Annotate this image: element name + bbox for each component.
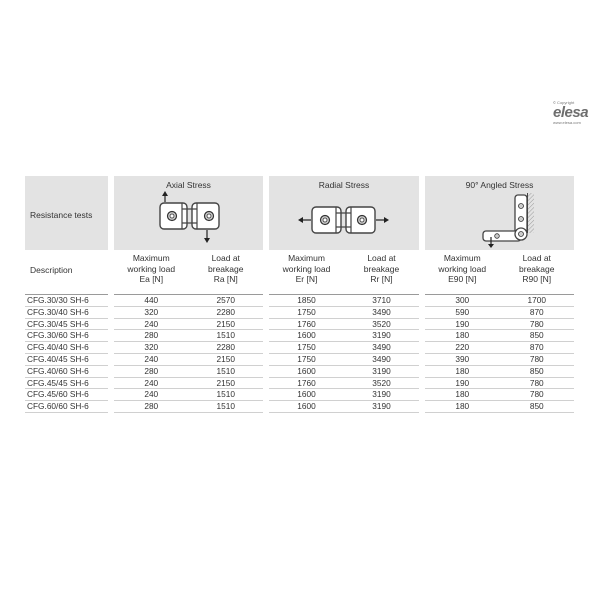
logo-site: www.elesa.com bbox=[553, 120, 581, 125]
ea-value: 320 bbox=[144, 342, 159, 353]
ea-value: 280 bbox=[144, 401, 159, 412]
article-code: CFG.40/45 SH-6 bbox=[27, 353, 89, 364]
table-row bbox=[114, 342, 263, 354]
ra-value: 2280 bbox=[216, 306, 235, 317]
elesa-logo bbox=[553, 100, 598, 125]
angled-stress-group bbox=[425, 176, 574, 413]
radial-stress-icon bbox=[269, 176, 419, 250]
article-code: CFG.60/60 SH-6 bbox=[27, 401, 89, 412]
er-value: 1760 bbox=[297, 377, 316, 388]
table-row bbox=[114, 366, 263, 378]
r90-value: 850 bbox=[529, 330, 544, 341]
angled-stress-title: 90° Angled Stress bbox=[465, 180, 534, 190]
table-row bbox=[25, 319, 108, 331]
rr-value: 3190 bbox=[372, 365, 391, 376]
max-working-load-e90-header bbox=[425, 250, 500, 294]
rr-value: 3710 bbox=[372, 295, 391, 305]
article-code: CFG.45/60 SH-6 bbox=[27, 389, 89, 400]
rr-value: 3490 bbox=[372, 306, 391, 317]
table-row bbox=[25, 330, 108, 342]
rr-value: 3520 bbox=[372, 318, 391, 329]
rr-value: 3490 bbox=[372, 342, 391, 353]
er-value: 1850 bbox=[297, 295, 316, 305]
table-row bbox=[269, 330, 419, 342]
e90-value: 590 bbox=[455, 306, 470, 317]
radial-stress-header bbox=[269, 176, 419, 250]
r90-value: 780 bbox=[529, 353, 544, 364]
header-line: working load bbox=[282, 263, 331, 274]
article-code: CFG.45/45 SH-6 bbox=[27, 377, 89, 388]
table-row bbox=[25, 366, 108, 378]
ea-value: 280 bbox=[144, 330, 159, 341]
table-row bbox=[269, 389, 419, 401]
table-row bbox=[25, 401, 108, 413]
ea-value: 240 bbox=[144, 318, 159, 329]
rr-value: 3520 bbox=[372, 377, 391, 388]
axial-subheader bbox=[114, 250, 263, 294]
axial-stress-title: Axial Stress bbox=[166, 180, 211, 190]
ea-value: 240 bbox=[144, 377, 159, 388]
table-row bbox=[114, 295, 263, 307]
logo-brand: elesa bbox=[553, 104, 589, 121]
description-header bbox=[25, 176, 108, 250]
angled-rows bbox=[425, 294, 574, 413]
er-value: 1760 bbox=[297, 318, 316, 329]
table-row bbox=[25, 378, 108, 390]
header-line: Rr [N] bbox=[370, 274, 393, 284]
radial-rows bbox=[269, 294, 419, 413]
r90-value: 1700 bbox=[527, 295, 546, 305]
e90-value: 180 bbox=[455, 389, 470, 400]
table-row bbox=[114, 330, 263, 342]
er-value: 1600 bbox=[297, 389, 316, 400]
e90-value: 180 bbox=[455, 365, 470, 376]
logo-copyright: © Copyright bbox=[553, 100, 575, 105]
e90-value: 300 bbox=[455, 295, 470, 305]
er-value: 1750 bbox=[297, 342, 316, 353]
header-line: Maximum bbox=[288, 253, 325, 263]
axial-stress-header bbox=[114, 176, 263, 250]
table-row bbox=[269, 295, 419, 307]
article-code: CFG.40/60 SH-6 bbox=[27, 365, 89, 376]
table-row bbox=[114, 389, 263, 401]
table-row bbox=[114, 354, 263, 366]
header-line: Er [N] bbox=[295, 274, 318, 284]
header-line: working load bbox=[127, 263, 176, 274]
ra-value: 1510 bbox=[216, 330, 235, 341]
axial-stress-group bbox=[114, 176, 263, 413]
e90-value: 390 bbox=[455, 353, 470, 364]
header-line: E90 [N] bbox=[448, 274, 477, 284]
header-line: Maximum bbox=[132, 253, 170, 263]
ea-value: 280 bbox=[144, 365, 159, 376]
header-line: Load at bbox=[522, 253, 551, 263]
header-line: R90 [N] bbox=[522, 274, 552, 284]
header-line: Maximum bbox=[443, 253, 481, 263]
axial-stress-icon bbox=[114, 176, 263, 250]
ra-value: 2570 bbox=[216, 295, 235, 305]
ra-value: 1510 bbox=[216, 365, 235, 376]
rr-value: 3190 bbox=[372, 389, 391, 400]
load-at-breakage-rr-header bbox=[344, 250, 419, 294]
table-row bbox=[269, 354, 419, 366]
er-value: 1600 bbox=[297, 401, 316, 412]
table-row bbox=[25, 389, 108, 401]
header-line: breakage bbox=[519, 263, 555, 274]
table-row bbox=[25, 342, 108, 354]
article-code: CFG.30/60 SH-6 bbox=[27, 330, 89, 341]
article-code: CFG.30/45 SH-6 bbox=[27, 318, 89, 329]
table-row bbox=[25, 295, 108, 307]
r90-value: 870 bbox=[529, 306, 544, 317]
ra-value: 1510 bbox=[216, 389, 235, 400]
header-line: Load at bbox=[367, 253, 396, 263]
table-row bbox=[114, 401, 263, 413]
r90-value: 870 bbox=[529, 342, 544, 353]
axial-rows bbox=[114, 294, 263, 413]
er-value: 1750 bbox=[297, 353, 316, 364]
table-row bbox=[425, 378, 574, 390]
table-row bbox=[25, 354, 108, 366]
angled-stress-icon bbox=[425, 176, 574, 250]
header-line: Ea [N] bbox=[139, 274, 164, 284]
angled-subheader bbox=[425, 250, 574, 294]
ea-value: 240 bbox=[144, 353, 159, 364]
table-row bbox=[425, 319, 574, 331]
e90-value: 220 bbox=[455, 342, 470, 353]
table-row bbox=[425, 342, 574, 354]
radial-stress-group bbox=[269, 176, 419, 413]
table-row bbox=[269, 366, 419, 378]
max-working-load-er-header bbox=[269, 250, 344, 294]
header-line: Load at bbox=[211, 253, 240, 263]
e90-value: 180 bbox=[455, 330, 470, 341]
article-code: CFG.40/40 SH-6 bbox=[27, 342, 89, 353]
table-row bbox=[269, 342, 419, 354]
rr-value: 3490 bbox=[372, 353, 391, 364]
table-row bbox=[269, 307, 419, 319]
e90-value: 190 bbox=[455, 318, 470, 329]
r90-value: 780 bbox=[529, 318, 544, 329]
er-value: 1600 bbox=[297, 365, 316, 376]
article-code: CFG.30/40 SH-6 bbox=[27, 306, 89, 317]
ra-value: 1510 bbox=[216, 401, 235, 412]
description-label: Description bbox=[30, 265, 73, 275]
angled-stress-header bbox=[425, 176, 574, 250]
table-row bbox=[425, 389, 574, 401]
table-row bbox=[425, 295, 574, 307]
rr-value: 3190 bbox=[372, 401, 391, 412]
ea-value: 320 bbox=[144, 306, 159, 317]
description-column bbox=[25, 176, 108, 413]
description-subheader bbox=[25, 250, 108, 294]
max-working-load-ea-header bbox=[114, 250, 189, 294]
ra-value: 2150 bbox=[216, 353, 235, 364]
table-row bbox=[269, 401, 419, 413]
ra-value: 2150 bbox=[216, 377, 235, 388]
e90-value: 190 bbox=[455, 377, 470, 388]
er-value: 1750 bbox=[297, 306, 316, 317]
table-row bbox=[114, 307, 263, 319]
ra-value: 2280 bbox=[216, 342, 235, 353]
header-line: breakage bbox=[363, 263, 400, 274]
table-row bbox=[425, 366, 574, 378]
r90-value: 850 bbox=[529, 365, 544, 376]
table-row bbox=[114, 378, 263, 390]
description-rows bbox=[25, 294, 108, 413]
e90-value: 180 bbox=[455, 401, 470, 412]
header-line: breakage bbox=[208, 263, 244, 274]
table-row bbox=[269, 378, 419, 390]
r90-value: 780 bbox=[529, 389, 544, 400]
table-row bbox=[425, 307, 574, 319]
radial-subheader bbox=[269, 250, 419, 294]
rr-value: 3190 bbox=[372, 330, 391, 341]
header-line: working load bbox=[438, 263, 487, 274]
radial-stress-title: Radial Stress bbox=[318, 180, 370, 190]
r90-value: 850 bbox=[529, 401, 544, 412]
article-code: CFG.30/30 SH-6 bbox=[27, 295, 89, 305]
load-at-breakage-r90-header bbox=[500, 250, 575, 294]
table-row bbox=[269, 319, 419, 331]
table-row bbox=[425, 354, 574, 366]
ea-value: 240 bbox=[144, 389, 159, 400]
resistance-tests-label: Resistance tests bbox=[30, 210, 93, 220]
load-at-breakage-ra-header bbox=[189, 250, 264, 294]
table-row bbox=[425, 401, 574, 413]
ea-value: 440 bbox=[144, 295, 159, 305]
table-row bbox=[114, 319, 263, 331]
ra-value: 2150 bbox=[216, 318, 235, 329]
table-row bbox=[425, 330, 574, 342]
r90-value: 780 bbox=[529, 377, 544, 388]
header-line: Ra [N] bbox=[213, 274, 238, 284]
table-row bbox=[25, 307, 108, 319]
er-value: 1600 bbox=[297, 330, 316, 341]
